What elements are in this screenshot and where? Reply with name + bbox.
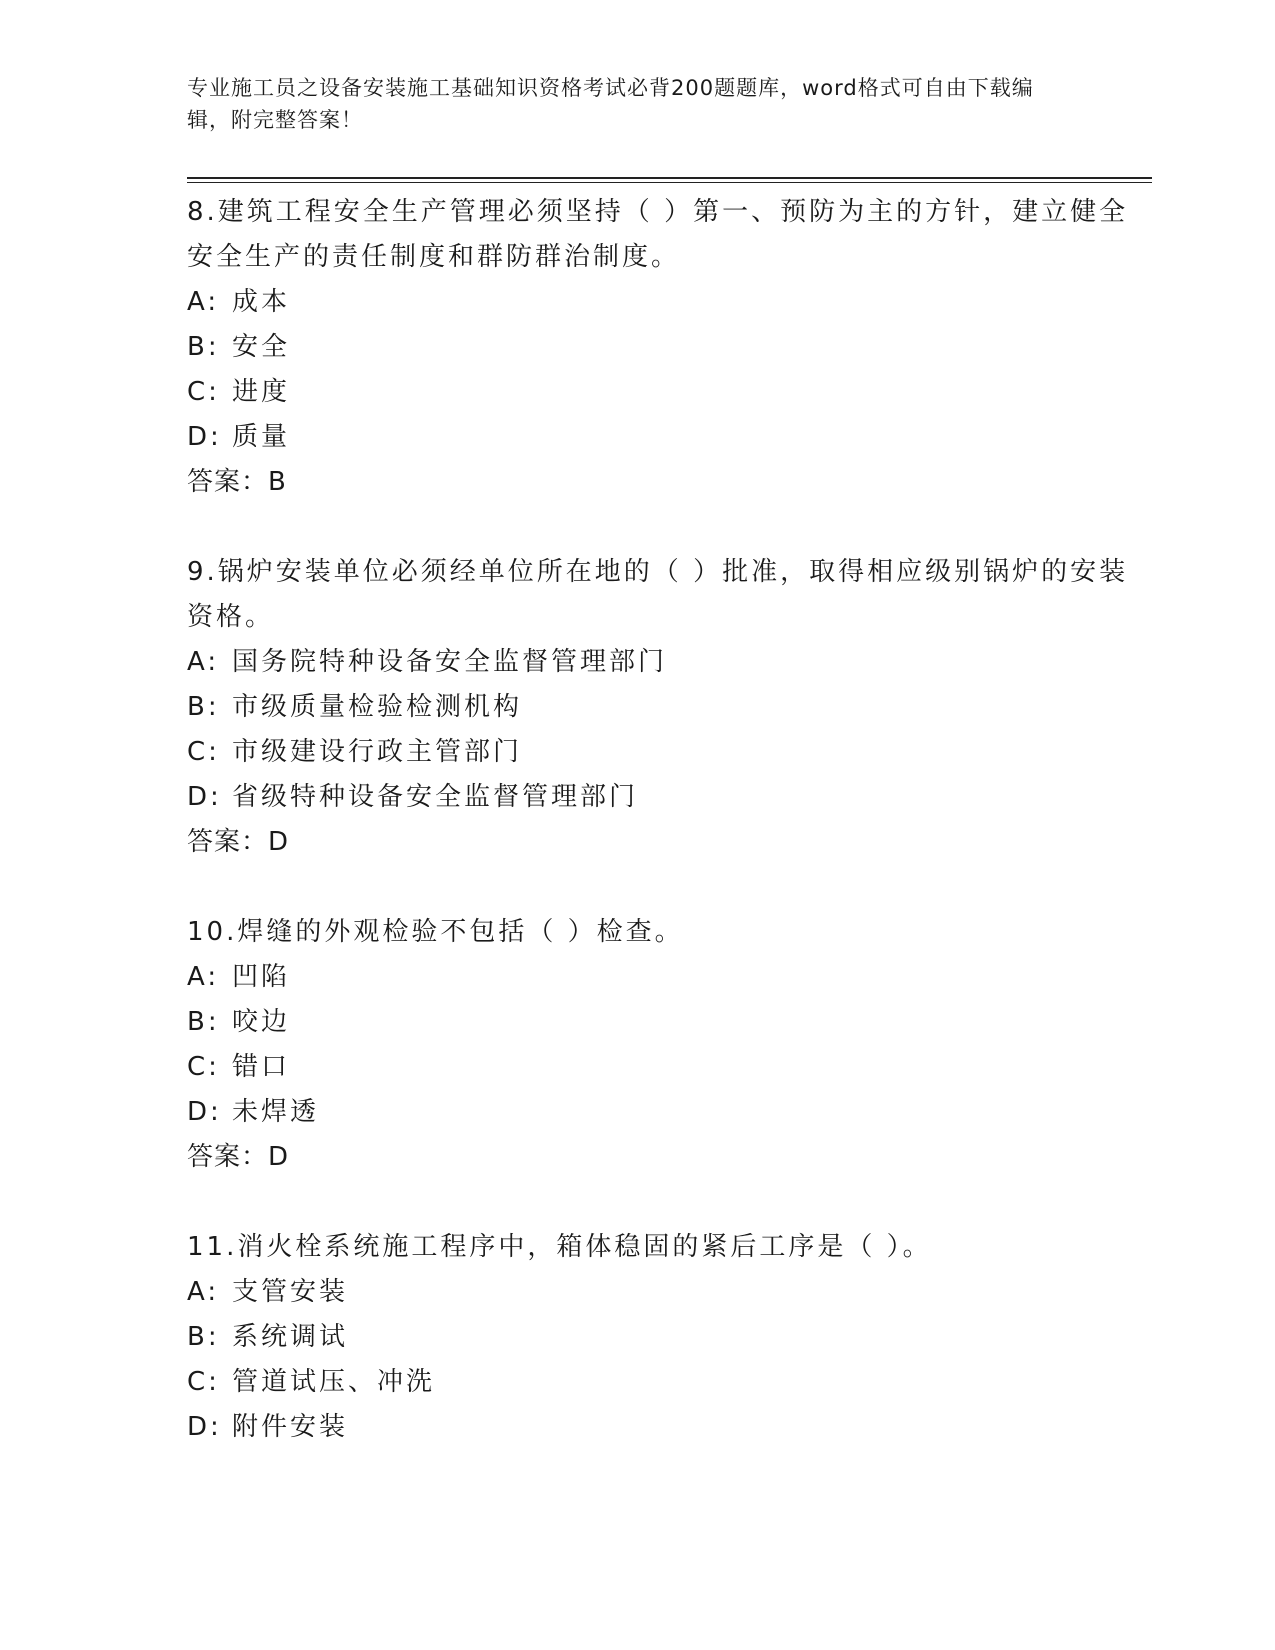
question-10: [187, 910, 1147, 1180]
option-key: A:: [187, 287, 220, 317]
answer-line: 答案：B: [187, 467, 287, 497]
option-key: A:: [187, 647, 220, 677]
option-b: [187, 1315, 1147, 1360]
option-text: 系统调试: [232, 1322, 349, 1352]
option-a: [187, 280, 1147, 325]
option-key: B:: [187, 692, 220, 722]
answer-line: 答案：D: [187, 1142, 290, 1172]
option-key: D:: [187, 1412, 222, 1442]
option-b: [187, 325, 1147, 370]
option-key: C:: [187, 1052, 220, 1082]
option-key: D:: [187, 1097, 222, 1127]
option-c: [187, 1360, 1147, 1405]
option-text: 错口: [232, 1052, 291, 1082]
option-d: [187, 1090, 1147, 1135]
option-text: 市级质量检验检测机构: [232, 692, 523, 722]
option-key: A:: [187, 1277, 220, 1307]
option-text: 进度: [232, 377, 291, 407]
header-divider-thick: [187, 177, 1152, 179]
option-a: [187, 955, 1147, 1000]
question-9: [187, 550, 1147, 865]
option-text: 未焊透: [232, 1097, 320, 1127]
option-d: [187, 415, 1147, 460]
option-text: 咬边: [232, 1007, 291, 1037]
option-text: 安全: [232, 332, 291, 362]
option-key: D:: [187, 782, 222, 812]
option-text: 成本: [232, 287, 291, 317]
option-b: [187, 685, 1147, 730]
question-11: [187, 1225, 1147, 1450]
option-d: [187, 1405, 1147, 1450]
option-text: 附件安装: [232, 1412, 349, 1442]
option-text: 支管安装: [232, 1277, 349, 1307]
option-text: 质量: [232, 422, 291, 452]
option-text: 凹陷: [232, 962, 291, 992]
option-key: B:: [187, 332, 220, 362]
question-8: [187, 190, 1147, 505]
document-header: 专业施工员之设备安装施工基础知识资格考试必背200题题库，word格式可自由下载编辑，附完整答案！: [187, 76, 1034, 132]
option-b: [187, 1000, 1147, 1045]
question-stem: 10.焊缝的外观检验不包括（ ）检查。: [187, 917, 684, 947]
option-d: [187, 775, 1147, 820]
option-c: [187, 1045, 1147, 1090]
option-key: C:: [187, 737, 220, 767]
option-key: D:: [187, 422, 222, 452]
option-text: 管道试压、冲洗: [232, 1367, 436, 1397]
answer-line: 答案：D: [187, 827, 290, 857]
option-text: 市级建设行政主管部门: [232, 737, 523, 767]
option-text: 省级特种设备安全监督管理部门: [232, 782, 639, 812]
question-list: [187, 190, 1147, 1495]
option-a: [187, 1270, 1147, 1315]
option-key: A:: [187, 962, 220, 992]
header-divider-thin: [187, 182, 1152, 183]
option-c: [187, 730, 1147, 775]
option-text: 国务院特种设备安全监督管理部门: [232, 647, 668, 677]
option-key: C:: [187, 1367, 220, 1397]
option-a: [187, 640, 1147, 685]
option-key: B:: [187, 1007, 220, 1037]
question-stem: 11.消火栓系统施工程序中，箱体稳固的紧后工序是（ ）。: [187, 1232, 932, 1262]
option-c: [187, 370, 1147, 415]
option-key: C:: [187, 377, 220, 407]
option-key: B:: [187, 1322, 220, 1352]
question-stem: 9.锅炉安装单位必须经单位所在地的（ ）批准，取得相应级别锅炉的安装资格。: [187, 557, 1129, 632]
question-stem: 8.建筑工程安全生产管理必须坚持（ ）第一、预防为主的方针，建立健全安全生产的责任制度和群防群治制度。: [187, 197, 1129, 272]
